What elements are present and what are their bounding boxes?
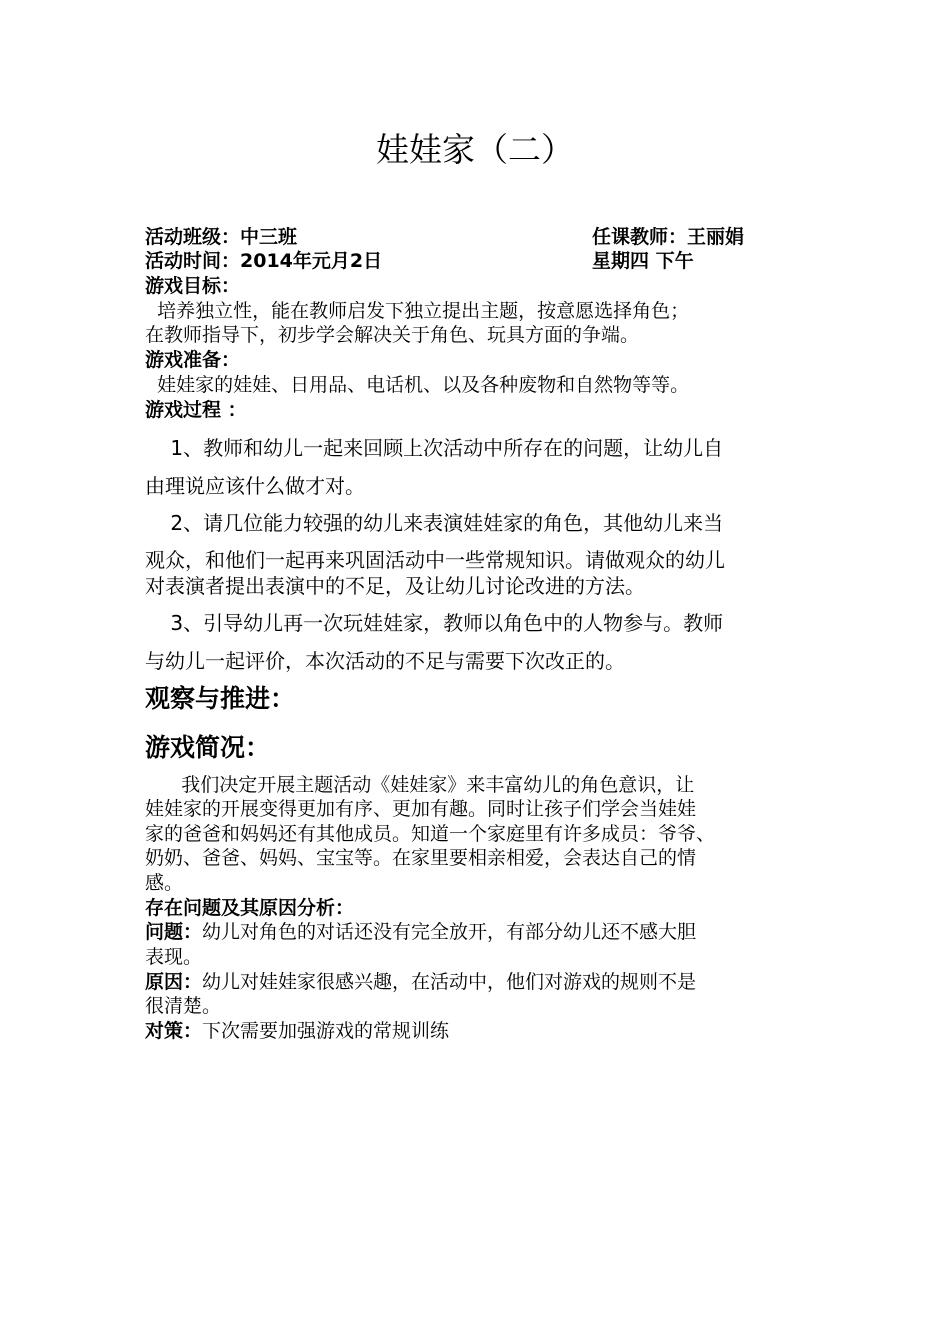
teacher-label: 任课教师：王丽娟 xyxy=(592,226,745,248)
goals-line: 培养独立性，能在教师启发下独立提出主题，按意愿选择角色； xyxy=(145,300,690,322)
process-line: 由理说应该什么做才对。 xyxy=(145,474,365,498)
analysis-heading: 存在问题及其原因分析： xyxy=(145,897,355,919)
summary-line: 我们决定开展主题活动《娃娃家》来丰富幼儿的角色意识，让 xyxy=(145,774,695,796)
process-line: 2、请几位能力较强的幼儿来表演娃娃家的角色，其他幼儿来当 xyxy=(145,511,724,535)
observe-heading: 观察与推进： xyxy=(145,684,296,713)
class-label: 活动班级：中三班 xyxy=(145,226,298,248)
reason-text: 幼儿对娃娃家很感兴趣，在活动中，他们对游戏的规则不是 xyxy=(202,971,697,993)
reason-line xyxy=(145,970,696,994)
process-line: 与幼儿一起评价，本次活动的不足与需要下次改正的。 xyxy=(145,649,625,673)
summary-heading: 游戏简况： xyxy=(145,733,271,762)
goals-heading: 游戏目标： xyxy=(145,275,241,297)
problem-label: 问题： xyxy=(145,921,203,943)
reason-continuation: 很清楚。 xyxy=(145,995,222,1017)
problem-continuation: 表现。 xyxy=(145,946,203,968)
summary-line: 奶奶、爸爸、妈妈、宝宝等。在家里要相亲相爱，会表达自己的情 xyxy=(145,847,697,869)
time-label: 活动时间：2014年元月2日 xyxy=(145,250,383,272)
process-line: 对表演者提出表演中的不足，及让幼儿讨论改进的方法。 xyxy=(145,574,645,598)
strategy-label: 对策： xyxy=(145,1020,203,1042)
strategy-text: 下次需要加强游戏的常规训练 xyxy=(202,1020,450,1042)
goals-line: 在教师指导下，初步学会解决关于角色、玩具方面的争端。 xyxy=(145,324,640,346)
process-line: 3、引导幼儿再一次玩娃娃家，教师以角色中的人物参与。教师 xyxy=(145,611,724,635)
summary-line: 家的爸爸和妈妈还有其他成员。知道一个家庭里有许多成员：爷爷、 xyxy=(145,823,716,845)
summary-line: 感。 xyxy=(145,872,184,894)
summary-line: 娃娃家的开展变得更加有序、更加有趣。同时让孩子们学会当娃娃 xyxy=(145,798,697,820)
prep-heading: 游戏准备： xyxy=(145,349,241,371)
process-line: 1、教师和幼儿一起来回顾上次活动中所存在的问题，让幼儿自 xyxy=(145,436,724,460)
page-title: 娃娃家（二） xyxy=(376,130,574,169)
problem-text: 幼儿对角色的对话还没有完全放开，有部分幼儿还不感大胆 xyxy=(202,921,697,943)
reason-label: 原因： xyxy=(145,971,203,993)
day-label: 星期四 下午 xyxy=(592,250,694,272)
problem-line xyxy=(145,920,696,944)
prep-line: 娃娃家的娃娃、日用品、电话机、以及各种废物和自然物等等。 xyxy=(145,374,690,396)
process-heading: 游戏过程 ： xyxy=(145,399,247,421)
process-line: 观众，和他们一起再来巩固活动中一些常规知识。请做观众的幼儿 xyxy=(145,548,725,572)
strategy-line xyxy=(145,1019,449,1043)
